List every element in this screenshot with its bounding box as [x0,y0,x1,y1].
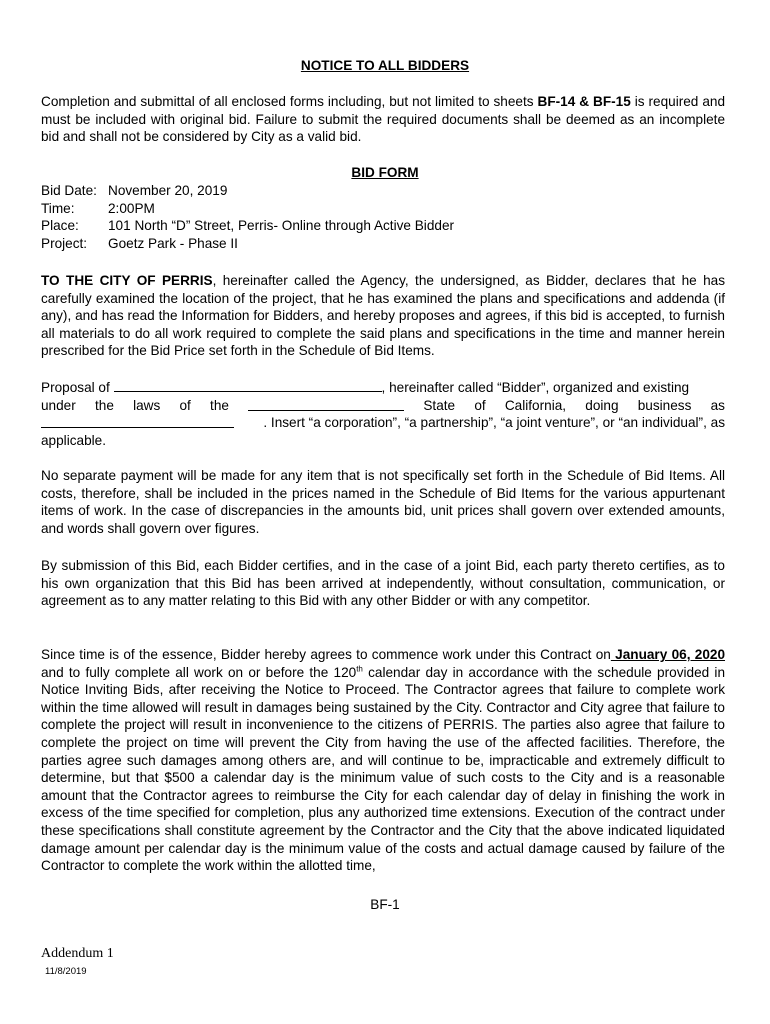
bid-form-title: BID FORM [351,165,419,180]
agency-paragraph: TO THE CITY OF PERRIS, hereinafter called the Agency, the undersigned, as Bidder, declares that he has carefully examined the location of the project, that he has examined the plans and specifications and addenda (if any), and has read the Information for Bidders, and hereby proposes and agrees, if this bid is accepted, to furnish all materials to do all work required to complete the said plans and specifications in the time and manner herein prescribed for the Bid Price set forth in the Schedule of Bid Items. [41,273,725,359]
schedule-paragraph: Since time is of the essence, Bidder hereby agrees to commence work under this Contract on January 06, 2020 and to fully complete all work on or before the 120th calendar day in accordance with the schedule provided in Notice Inviting Bids, after receiving the Notice to Proceed. The Contractor agrees that failure to complete work within the time allowed will result in damages being sustained by the City. Contractor and City agree that failure to complete the project will result in inconvenience to the citizens of PERRIS. The parties also agree that failure to complete the project on time will prevent the City from having the use of the affected facilities. Therefore, the parties agree such damages among others are, and will continue to be, impracticable and extremely difficult to determine, but that $500 a calendar day is the minimum value of such costs to the City and is a reasonable amount that the Contractor agrees to reimburse the City for each calendar day of delay in finishing the work in excess of the time specified for completion, plus any authorized time extensions. Execution of the contract under these specifications shall constitute agreement by the Contractor and the City that the above indicated liquidated damage amount per calendar day is the minimum value of the costs and actual damage caused by failure of the Contractor to complete the work within the allotted time, [41,647,726,874]
bidder-name-field[interactable] [114,378,382,392]
bid-info [41,182,725,252]
state-laws-field[interactable] [248,397,404,411]
sheets-reference: BF-14 & BF-15 [537,94,631,109]
payment-paragraph: No separate payment will be made for any item that is not specifically set forth in the Schedule of Bid Items. All costs, therefore, shall be included in the prices named in the Schedule of Bid Items for the various appurtenant items of work. In the case of discrepancies in the amounts bid, unit prices shall govern over extended amounts, and words shall govern over figures. [41,468,725,536]
commencement-date: January 06, 2020 [610,647,726,662]
proposal-paragraph: Proposal of , hereinafter called “Bidder”, organized and existing under the laws of the State of California, doing business as . Insert “a corporation”, “a partnership”, “a joint venture”, or “an individual”, as applicable. [41,380,725,448]
bid-info-row: Project: Goetz Park - Phase II [41,235,238,251]
bid-info-row: Place: 101 North “D” Street, Perris- Online through Active Bidder [41,218,455,234]
addendum-label: Addendum 1 [41,946,114,961]
notice-paragraph: Completion and submittal of all enclosed forms including, but not limited to sheets BF-14 & BF-15 is required and must be included with original bid. Failure to submit the required documents shall be deemed as an incomplete bid and shall not be considered by City as a valid bid. [41,94,726,145]
business-type-field[interactable] [41,414,234,428]
page-number: BF-1 [370,897,400,912]
bid-info-row: Bid Date: November 20, 2019 [41,183,228,198]
certification-paragraph: By submission of this Bid, each Bidder certifies, and in the case of a joint Bid, each party thereto certifies, as to his own organization that this Bid has been arrived at independently, without consultation, communication, or agreement as to any matter relating to this Bid with any other Bidder or with any competitor. [41,558,725,609]
notice-title: NOTICE TO ALL BIDDERS [300,58,470,73]
revision-date: 11/8/2019 [45,966,87,977]
bid-info-row: Time: 2:00PM [41,200,155,216]
